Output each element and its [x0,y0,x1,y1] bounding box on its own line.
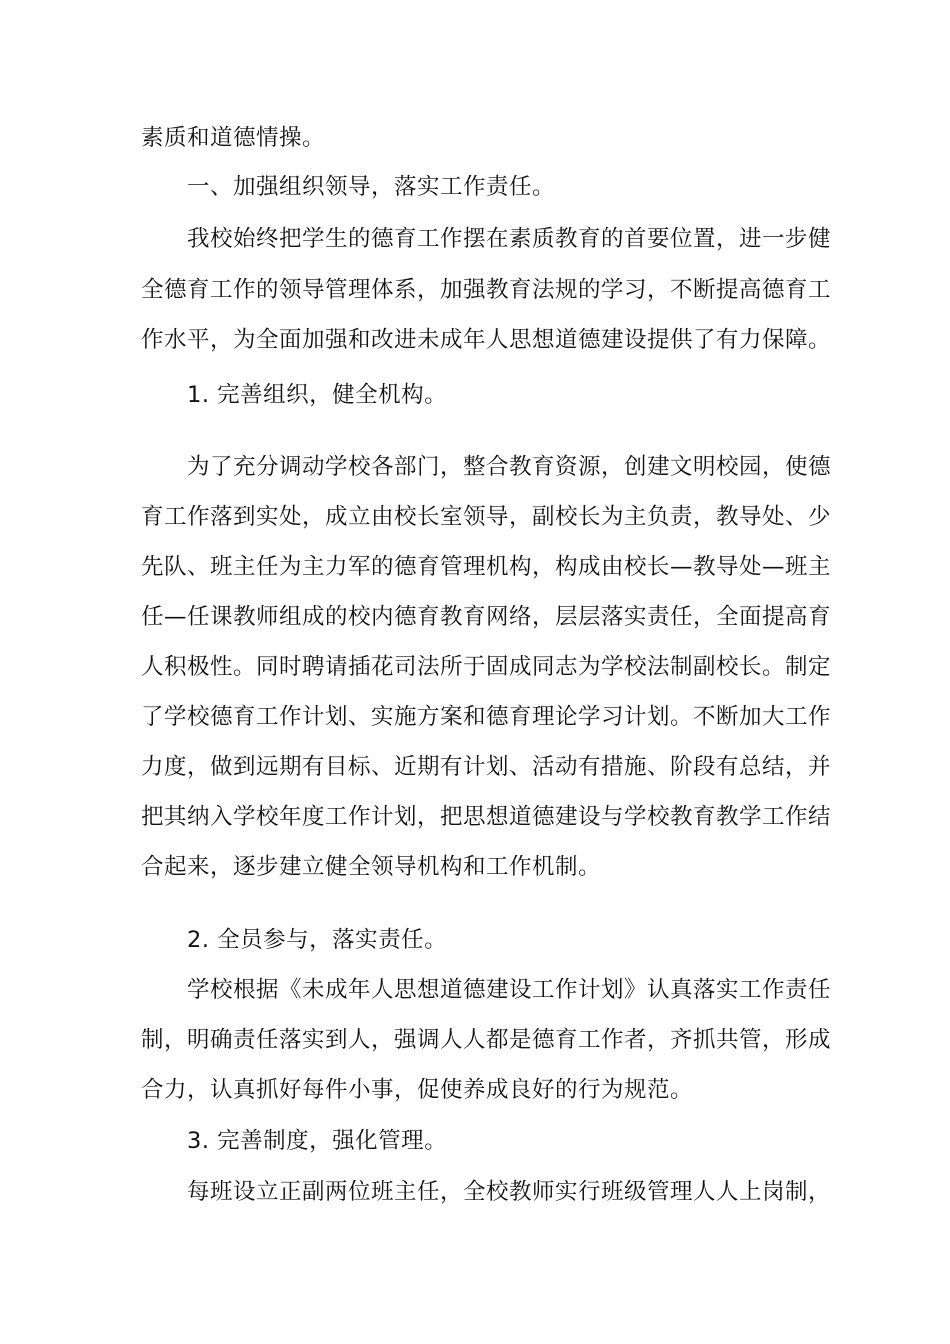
text-line: 合起来，逐步建立健全领导机构和工作机制。 [141,854,602,880]
text-line: 任—任课教师组成的校内德育教育网络，层层落实责任，全面提高育 [141,604,832,630]
text-line: 全德育工作的领导管理体系，加强教育法规的学习，不断提高德育工 [141,277,832,303]
section-heading: 一、加强组织领导，落实工作责任。 [187,174,556,200]
text-line: 力度，做到远期有目标、近期有计划、活动有措施、阶段有总结，并 [141,754,832,780]
text-line: 我校始终把学生的德育工作摆在素质教育的首要位置，进一步健 [187,226,832,252]
text-line: 制，明确责任落实到人，强调人人都是德育工作者，齐抓共管，形成 [141,1027,832,1053]
text-line: 把其纳入学校年度工作计划，把思想道德建设与学校教育教学工作结 [141,804,832,830]
subsection-heading: 3. 完善制度，强化管理。 [187,1128,448,1154]
subsection-heading: 2. 全员参与，落实责任。 [187,927,448,953]
text-line: 人积极性。同时聘请插花司法所于固成同志为学校法制副校长。制定 [141,654,832,680]
text-line: 作水平，为全面加强和改进未成年人思想道德建设提供了有力保障。 [141,327,832,353]
text-line: 先队、班主任为主力军的德育管理机构，构成由校长—教导处—班主 [141,554,832,580]
text-line: 为了充分调动学校各部门，整合教育资源，创建文明校园，使德 [187,454,832,480]
text-line: 合力，认真抓好每件小事，促使养成良好的行为规范。 [141,1077,694,1103]
text-line: 素质和道德情操。 [141,125,326,151]
subsection-heading: 1. 完善组织，健全机构。 [187,382,448,408]
text-line: 学校根据《未成年人思想道德建设工作计划》认真落实工作责任 [187,977,832,1003]
text-line: 每班设立正副两位班主任，全校教师实行班级管理人人上岗制， [187,1179,832,1205]
text-line: 育工作落到实处，成立由校长室领导，副校长为主负责，教导处、少 [141,504,832,530]
text-line: 了学校德育工作计划、实施方案和德育理论学习计划。不断加大工作 [141,704,832,730]
